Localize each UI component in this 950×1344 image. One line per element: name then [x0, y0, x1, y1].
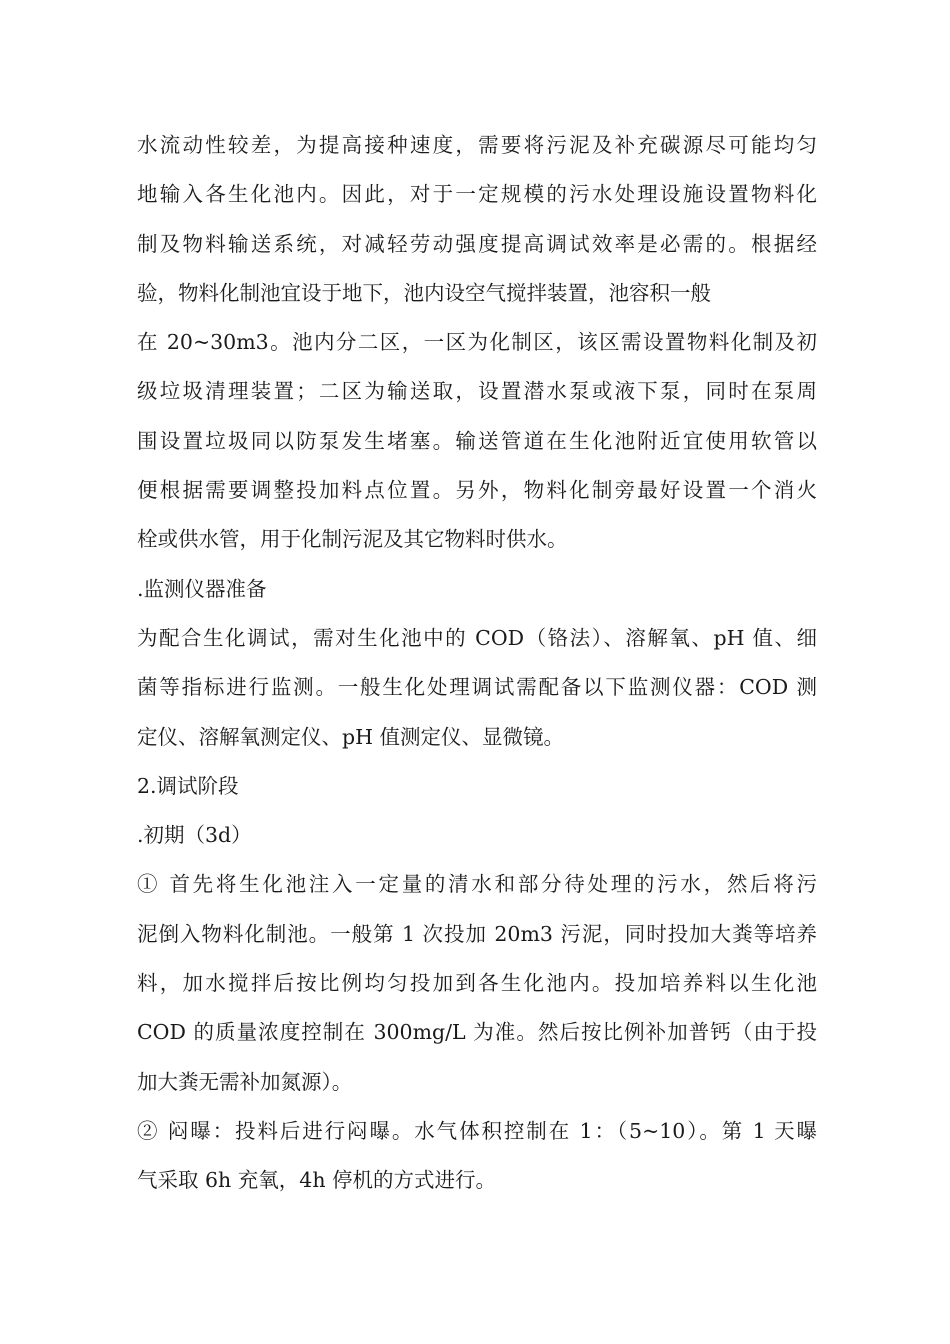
text-line: 菌等指标进行监测。一般生化处理调试需配备以下监测仪器：COD 测 — [137, 675, 817, 700]
text-line: COD 的质量浓度控制在 300mg/L 为准。然后按比例补加普钙（由于投 — [137, 1020, 817, 1045]
section-heading: .监测仪器准备 — [137, 576, 267, 601]
text-line: 为配合生化调试，需对生化池中的 COD（铬法）、溶解氧、pH 值、细 — [137, 625, 817, 650]
text-line: 泥倒入物料化制池。一般第 1 次投加 20m3 污泥，同时投加大粪等培养 — [137, 921, 817, 946]
text-line: 加大粪无需补加氮源）。 — [137, 1069, 353, 1094]
text-line: 水流动性较差，为提高接种速度，需要将污泥及补充碳源尽可能均匀 — [137, 133, 817, 157]
text-line: 级垃圾清理装置；二区为输送取，设置潜水泵或液下泵，同时在泵周 — [137, 379, 817, 404]
text-line: 料，加水搅拌后按比例均匀投加到各生化池内。投加培养料以生化池 — [137, 971, 817, 996]
text-line: 定仪、溶解氧测定仪、pH 值测定仪、显微镜。 — [137, 724, 565, 749]
text-line: 气采取 6h 充氧，4h 停机的方式进行。 — [137, 1168, 497, 1193]
section-heading: .初期（3d） — [137, 823, 252, 848]
text-line: 验，物料化制池宜设于地下，池内设空气搅拌装置，池容积一般 — [137, 280, 711, 305]
text-line: 在 20~30m3。池内分二区，一区为化制区，该区需设置物料化制及初 — [137, 330, 817, 355]
text-line: 制及物料输送系统，对减轻劳动强度提高调试效率是必需的。根据经 — [137, 231, 817, 256]
text-line: 栓或供水管，用于化制污泥及其它物料时供水。 — [137, 527, 568, 552]
section-heading: 2.调试阶段 — [137, 773, 239, 798]
text-line: ① 首先将生化池注入一定量的清水和部分待处理的污水，然后将污 — [137, 872, 817, 897]
document-body — [137, 121, 817, 1206]
text-line: 地输入各生化池内。因此，对于一定规模的污水处理设施设置物料化 — [137, 182, 817, 207]
text-line: 便根据需要调整投加料点位置。另外，物料化制旁最好设置一个消火 — [137, 478, 817, 503]
text-line: 围设置垃圾同以防泵发生堵塞。输送管道在生化池附近宜使用软管以 — [137, 428, 817, 453]
text-line: ② 闷曝：投料后进行闷曝。水气体积控制在 1：（5~10）。第 1 天曝 — [137, 1118, 817, 1143]
